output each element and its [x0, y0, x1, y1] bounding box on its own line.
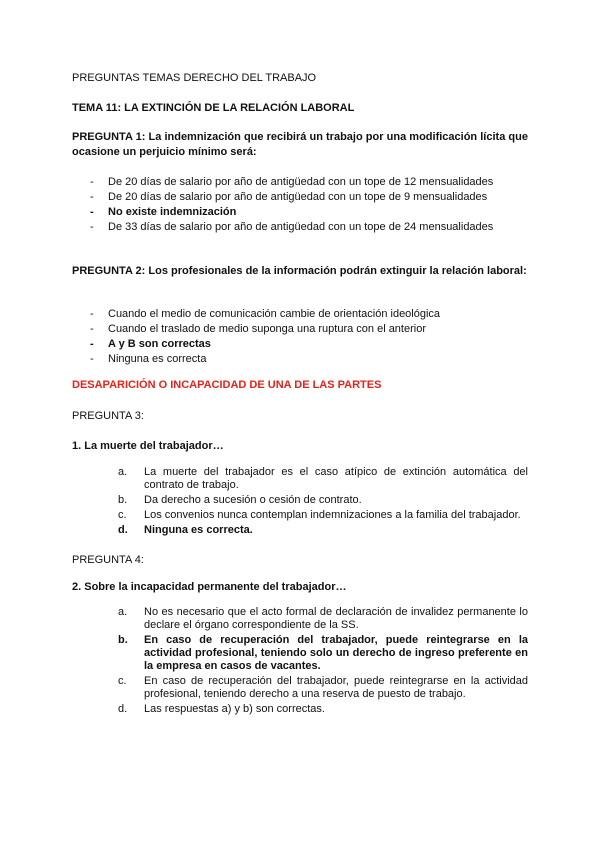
option-item: c. Los convenios nunca contemplan indemnizaciones a la familia del trabajador.	[118, 509, 521, 521]
question-2-text: PREGUNTA 2: Los profesionales de la información podrán extinguir la relación laboral:	[72, 265, 527, 277]
question-4-label: PREGUNTA 4:	[72, 554, 144, 566]
document-title: PREGUNTAS TEMAS DERECHO DEL TRABAJO	[72, 72, 317, 84]
option-item-correct: d. Ninguna es correcta.	[118, 524, 253, 536]
option-item: c. En caso de recuperación del trabajador, puede reintegrarse en la actividad profesional, teniendo derecho a una reserva de puesto de trabajo.	[118, 675, 528, 700]
option-item: - Ninguna es correcta	[90, 353, 207, 365]
option-item-correct: - No existe indemnización	[90, 206, 237, 218]
question-4-text: 2. Sobre la incapacidad permanente del trabajador…	[72, 581, 347, 593]
option-item: b. Da derecho a sucesión o cesión de contrato.	[118, 494, 362, 506]
option-item: a. La muerte del trabajador es el caso atípico de extinción automática del contrato de trabajo.	[118, 466, 528, 491]
option-item: d. Las respuestas a) y b) son correctas.	[118, 703, 325, 715]
option-item: a. No es necesario que el acto formal de declaración de invalidez permanente lo declare el órgano correspondiente de la SS.	[118, 606, 528, 631]
tema-heading: TEMA 11: LA EXTINCIÓN DE LA RELACIÓN LABORAL	[72, 102, 355, 114]
option-item: - Cuando el medio de comunicación cambie de orientación ideológica	[90, 308, 441, 320]
question-4-options	[118, 606, 528, 718]
option-item: - Cuando el traslado de medio suponga una ruptura con el anterior	[90, 323, 426, 335]
question-2-options	[90, 307, 530, 367]
question-1-text: PREGUNTA 1: La indemnización que recibirá un trabajo por una modificación lícita que ocasione un perjuicio mínimo será:	[72, 131, 528, 158]
option-item-correct: b. En caso de recuperación del trabajador, puede reintegrarse en la actividad profesional, teniendo solo un derecho de ingreso preferente en la empresa en casos de vacantes.	[118, 634, 528, 672]
question-3-label: PREGUNTA 3:	[72, 410, 144, 422]
option-item: - De 20 días de salario por año de antigüedad con un tope de 9 mensualidades	[90, 191, 488, 203]
option-item-correct: - A y B son correctas	[90, 338, 211, 350]
section-heading: DESAPARICIÓN O INCAPACIDAD DE UNA DE LAS PARTES	[72, 379, 382, 391]
question-3-text: 1. La muerte del trabajador…	[72, 440, 224, 452]
question-3-options	[118, 466, 528, 539]
option-item: - De 20 días de salario por año de antigüedad con un tope de 12 mensualidades	[90, 176, 494, 188]
option-item: - De 33 días de salario por año de antigüedad con un tope de 24 mensualidades	[90, 221, 494, 233]
question-1-options	[90, 175, 530, 235]
